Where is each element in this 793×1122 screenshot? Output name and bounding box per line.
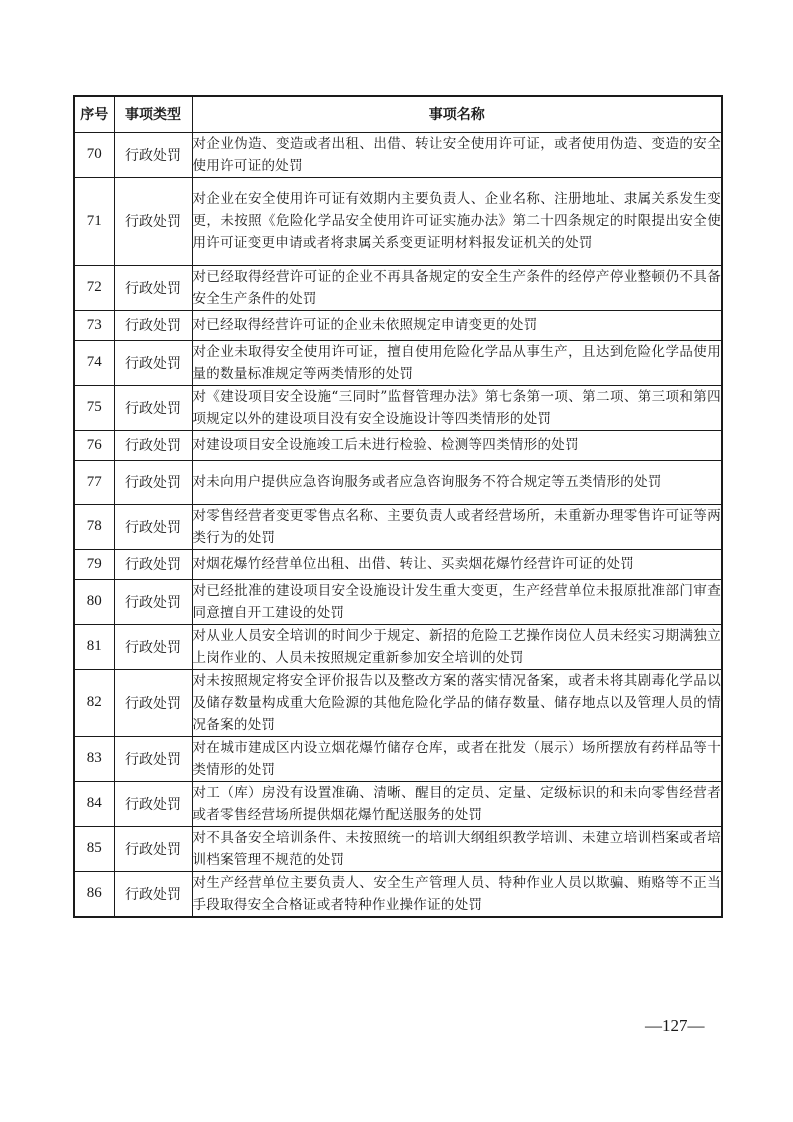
row-number: 70: [74, 132, 114, 177]
table-row: [74, 460, 722, 504]
row-number: 72: [74, 265, 114, 310]
row-number: 77: [74, 460, 114, 504]
row-number: 76: [74, 430, 114, 460]
page-number: —127—: [645, 1016, 705, 1035]
table-body: [74, 132, 722, 917]
row-number: 86: [74, 871, 114, 917]
items-table: [73, 95, 723, 918]
row-name: 对未按照规定将安全评价报告以及整改方案的落实情况备案，或者未将其剧毒化学品以及储存数量构成重大危险源的其他危险化学品的储存数量、储存地点以及管理人员的情况备案的处罚: [192, 669, 722, 736]
table-row: [74, 871, 722, 917]
table-row: [74, 430, 722, 460]
row-number: 79: [74, 549, 114, 579]
table-row: [74, 310, 722, 340]
row-number: 71: [74, 177, 114, 265]
row-number: 78: [74, 504, 114, 549]
row-name: 对烟花爆竹经营单位出租、出借、转让、买卖烟花爆竹经营许可证的处罚: [192, 549, 722, 579]
table-row: [74, 132, 722, 177]
row-number: 80: [74, 579, 114, 624]
header-type: 事项类型: [114, 96, 192, 132]
row-name: 对工（库）房没有设置准确、清晰、醒目的定员、定量、定级标识的和未向零售经营者或者零售经营场所提供烟花爆竹配送服务的处罚: [192, 781, 722, 826]
row-type: 行政处罚: [114, 871, 192, 917]
table-row: [74, 265, 722, 310]
row-type: 行政处罚: [114, 310, 192, 340]
table-row: [74, 669, 722, 736]
row-number: 85: [74, 826, 114, 871]
row-name: 对《建设项目安全设施“三同时”监督管理办法》第七条第一项、第二项、第三项和第四项规定以外的建设项目没有安全设施设计等四类情形的处罚: [192, 385, 722, 430]
table-row: [74, 385, 722, 430]
row-number: 84: [74, 781, 114, 826]
table-row: [74, 736, 722, 781]
row-type: 行政处罚: [114, 132, 192, 177]
row-type: 行政处罚: [114, 504, 192, 549]
row-number: 81: [74, 624, 114, 669]
table-row: [74, 624, 722, 669]
header-name: 事项名称: [192, 96, 722, 132]
row-type: 行政处罚: [114, 624, 192, 669]
table-row: [74, 826, 722, 871]
row-type: 行政处罚: [114, 579, 192, 624]
row-type: 行政处罚: [114, 265, 192, 310]
row-name: 对不具备安全培训条件、未按照统一的培训大纲组织教学培训、未建立培训档案或者培训档案管理不规范的处罚: [192, 826, 722, 871]
table-header-row: [74, 96, 722, 132]
row-number: 73: [74, 310, 114, 340]
row-number: 75: [74, 385, 114, 430]
row-name: 对企业在安全使用许可证有效期内主要负责人、企业名称、注册地址、隶属关系发生变更，未按照《危险化学品安全使用许可证实施办法》第二十四条规定的时限提出安全使用许可证变更申请或者将隶属关系变更证明材料报发证机关的处罚: [192, 177, 722, 265]
row-type: 行政处罚: [114, 826, 192, 871]
header-num: 序号: [74, 96, 114, 132]
row-type: 行政处罚: [114, 385, 192, 430]
row-name: 对未向用户提供应急咨询服务或者应急咨询服务不符合规定等五类情形的处罚: [192, 460, 722, 504]
row-type: 行政处罚: [114, 460, 192, 504]
row-number: 74: [74, 340, 114, 385]
row-type: 行政处罚: [114, 177, 192, 265]
row-name: 对建设项目安全设施竣工后未进行检验、检测等四类情形的处罚: [192, 430, 722, 460]
row-name: 对从业人员安全培训的时间少于规定、新招的危险工艺操作岗位人员未经实习期满独立上岗作业的、人员未按照规定重新参加安全培训的处罚: [192, 624, 722, 669]
row-name: 对已经批准的建设项目安全设施设计发生重大变更，生产经营单位未报原批准部门审查同意擅自开工建设的处罚: [192, 579, 722, 624]
row-name: 对生产经营单位主要负责人、安全生产管理人员、特种作业人员以欺骗、贿赂等不正当手段取得安全合格证或者特种作业操作证的处罚: [192, 871, 722, 917]
row-name: 对企业未取得安全使用许可证，擅自使用危险化学品从事生产，且达到危险化学品使用量的数量标准规定等两类情形的处罚: [192, 340, 722, 385]
table-row: [74, 781, 722, 826]
row-number: 82: [74, 669, 114, 736]
table-row: [74, 340, 722, 385]
row-name: 对企业伪造、变造或者出租、出借、转让安全使用许可证，或者使用伪造、变造的安全使用许可证的处罚: [192, 132, 722, 177]
row-type: 行政处罚: [114, 340, 192, 385]
row-type: 行政处罚: [114, 736, 192, 781]
row-type: 行政处罚: [114, 549, 192, 579]
row-number: 83: [74, 736, 114, 781]
row-name: 对已经取得经营许可证的企业未依照规定申请变更的处罚: [192, 310, 722, 340]
row-type: 行政处罚: [114, 781, 192, 826]
row-type: 行政处罚: [114, 430, 192, 460]
table-row: [74, 177, 722, 265]
row-name: 对零售经营者变更零售点名称、主要负责人或者经营场所，未重新办理零售许可证等两类行为的处罚: [192, 504, 722, 549]
row-name: 对已经取得经营许可证的企业不再具备规定的安全生产条件的经停产停业整顿仍不具备安全生产条件的处罚: [192, 265, 722, 310]
row-name: 对在城市建成区内设立烟花爆竹储存仓库，或者在批发（展示）场所摆放有药样品等十类情形的处罚: [192, 736, 722, 781]
table-row: [74, 504, 722, 549]
table-row: [74, 549, 722, 579]
table-row: [74, 579, 722, 624]
row-type: 行政处罚: [114, 669, 192, 736]
